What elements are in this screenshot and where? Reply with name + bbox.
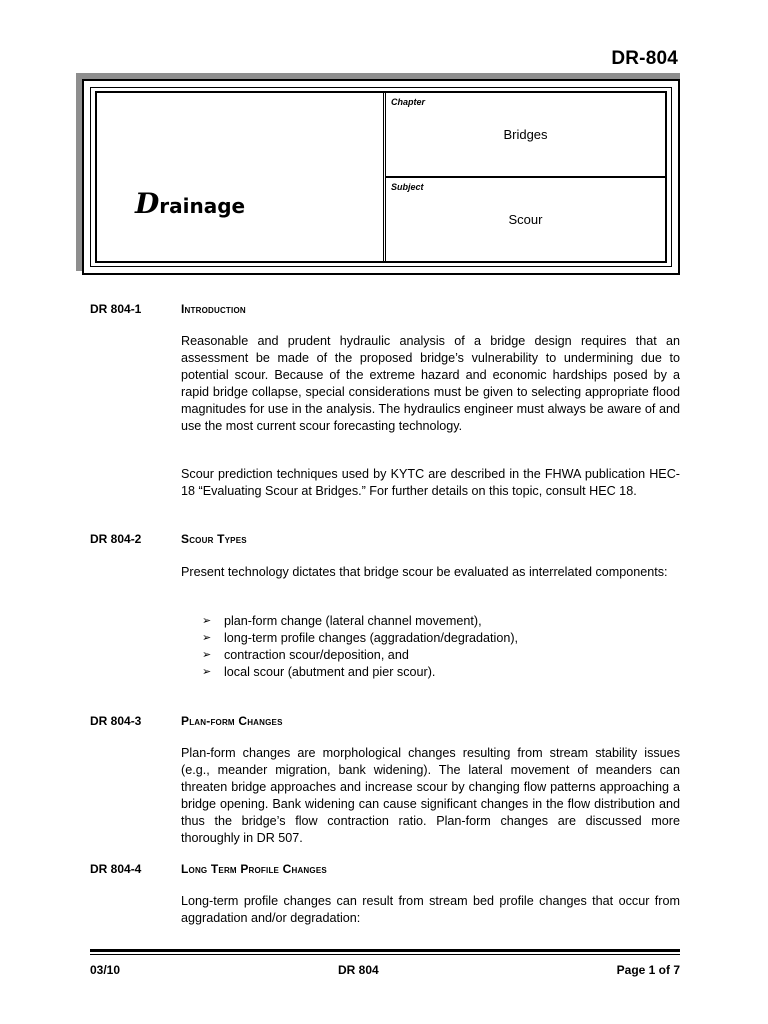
footer-date: 03/10: [90, 963, 121, 977]
scour-types-list: [202, 613, 672, 681]
section-title: Scour Types: [181, 532, 247, 546]
footer-document-number: DR 804: [338, 963, 379, 977]
section-title: Long Term Profile Changes: [181, 862, 327, 876]
chapter-value: Bridges: [503, 127, 548, 142]
section-number: DR 804-1: [90, 302, 142, 316]
footer-rule: [90, 949, 680, 955]
section-number: DR 804-3: [90, 714, 142, 728]
section-title: Introduction: [181, 302, 246, 316]
paragraph: Present technology dictates that bridge scour be evaluated as interrelated components:: [181, 565, 668, 579]
manual-title: [135, 187, 245, 220]
manual-title-initial: D: [135, 187, 160, 220]
paragraph: Long-term profile changes can result from stream bed profile changes that occur from aggradation and/or degradation:: [181, 894, 680, 925]
paragraph: Scour prediction techniques used by KYTC are described in the FHWA publication HEC-18 “Evaluating Scour at Bridges.” For further details on this topic, consult HEC 18.: [181, 467, 680, 498]
header-info-cells: [386, 93, 665, 261]
paragraph: Plan-form changes are morphological changes resulting from stream stability issues (e.g., meander migration, bank widening). The lateral movement of meanders can threaten bridge approaches and increase scour by changing flow patterns approaching a bridge opening. Bank widening can cause significant changes in the flow distribution and thus the bridge’s flow contraction ratio. Plan-form changes are discussed more thoroughly in DR 507.: [181, 746, 680, 845]
manual-title-rest: rainage: [159, 194, 246, 218]
list-item: ➢ local scour (abutment and pier scour).: [202, 665, 436, 679]
paragraph: Reasonable and prudent hydraulic analysis of a bridge design requires that an assessment be made of the proposed bridge’s vulnerability to undermining due to potential scour. Because of the extreme hazard and economic hardships posed by a rapid bridge collapse, special considerations must be given to selecting appropriate flood magnitudes for use in the analysis. The hydraulics engineer must always be aware of and use the most current scour forecasting technology.: [181, 334, 680, 433]
chapter-label: Chapter: [391, 97, 426, 107]
subject-cell: [386, 178, 665, 261]
header-frame-inner: [95, 91, 667, 263]
section-number: DR 804-2: [90, 532, 142, 546]
list-item: ➢ long-term profile changes (aggradation/degradation),: [202, 631, 519, 645]
section-title: Plan-form Changes: [181, 714, 283, 728]
list-item: ➢ plan-form change (lateral channel movement),: [202, 614, 482, 628]
arrow-bullet-icon: ➢: [202, 615, 212, 627]
arrow-bullet-icon: ➢: [202, 649, 212, 661]
arrow-bullet-icon: ➢: [202, 632, 212, 644]
subject-label: Subject: [391, 182, 424, 192]
arrow-bullet-icon: ➢: [202, 666, 212, 678]
header-frame: [82, 79, 680, 275]
header-title-cell: [97, 93, 386, 261]
footer-page-number: Page 1 of 7: [616, 963, 680, 977]
subject-value: Scour: [508, 212, 543, 227]
section-number: DR 804-4: [90, 862, 142, 876]
document-id: DR-804: [611, 48, 678, 69]
chapter-cell: [386, 93, 665, 178]
list-item: ➢ contraction scour/deposition, and: [202, 648, 409, 662]
